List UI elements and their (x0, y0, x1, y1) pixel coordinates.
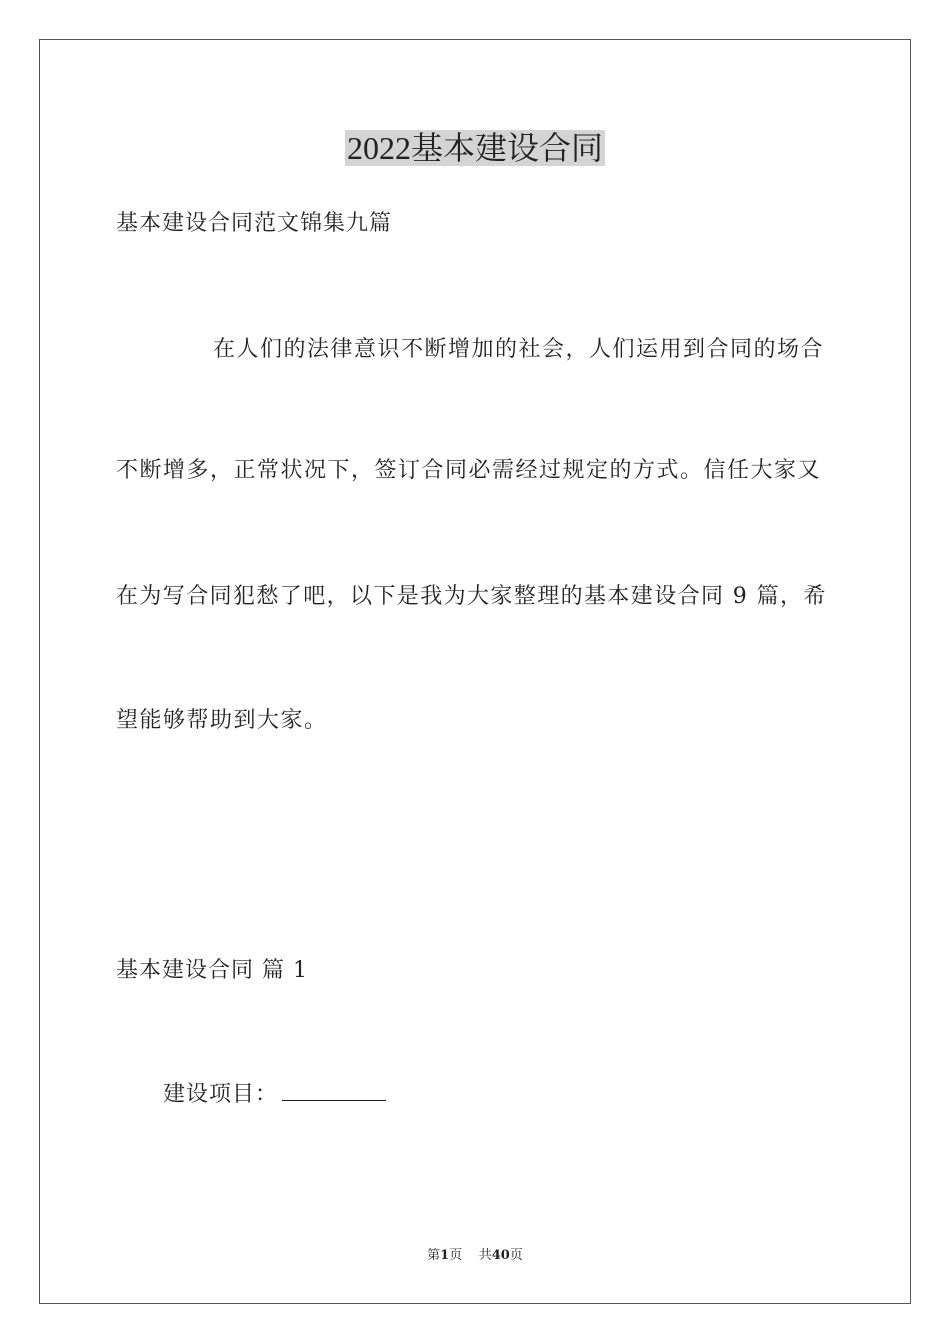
section-heading: 基本建设合同 篇 1 (116, 958, 308, 983)
footer-page-mid: 页 共 (449, 1248, 492, 1263)
document-title (0, 128, 950, 168)
footer-page-prefix: 第 (427, 1248, 441, 1263)
footer-page-suffix: 页 (509, 1248, 523, 1263)
paragraph-line-2: 不断增多，正常状况下，签订合同必需经过规定的方式。信任大家又 (116, 458, 822, 483)
paragraph-line-3: 在为写合同犯愁了吧，以下是我为大家整理的基本建设合同 9 篇，希 (116, 584, 827, 609)
fill-in-blank (282, 1080, 386, 1101)
document-subtitle: 基本建设合同范文锦集九篇 (116, 211, 393, 236)
construction-project-field (163, 1080, 386, 1110)
paragraph-line-4: 望能够帮助到大家。 (116, 708, 328, 733)
field-label: 建设项目： (163, 1082, 279, 1107)
paragraph-line-1: 在人们的法律意识不断增加的社会，人们运用到合同的场合 (213, 337, 825, 362)
footer-page-total: 40 (491, 1248, 510, 1263)
page-footer (0, 1247, 950, 1265)
footer-page-current: 1 (440, 1248, 450, 1263)
document-title-text: 2022基本建设合同 (346, 130, 603, 166)
